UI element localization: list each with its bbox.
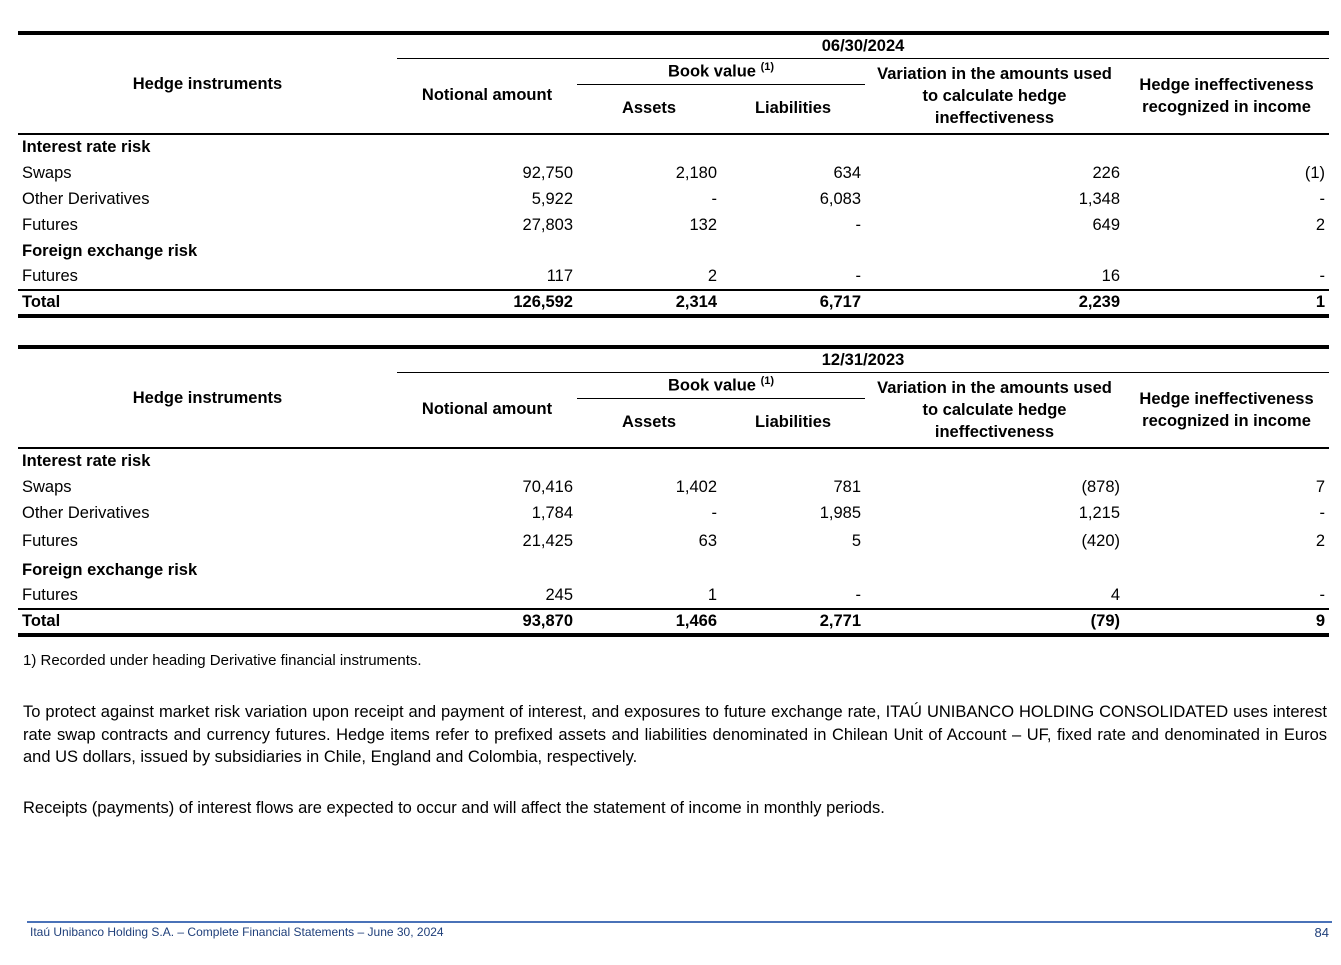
cell-value: 5	[851, 532, 861, 550]
footer-divider	[27, 921, 1332, 923]
cell-value: 1,348	[1078, 189, 1120, 208]
cell-value: 9	[1315, 612, 1326, 630]
cell-value: 1,215	[1078, 503, 1120, 522]
cell-value: 2,239	[1078, 293, 1120, 311]
hedge-table-1	[18, 345, 1329, 637]
cell-value: -	[711, 503, 717, 522]
hedge-table-0	[18, 31, 1329, 318]
table-row	[18, 264, 1329, 290]
section-label: Interest rate risk	[22, 452, 151, 470]
cell-value: -	[855, 586, 861, 604]
section-row	[18, 448, 1329, 474]
cell-value: 1,402	[675, 477, 717, 496]
cell-value: 4	[1110, 586, 1120, 604]
cell-value: 1	[1315, 293, 1326, 311]
cell-value: 2	[1315, 215, 1326, 234]
header-ineffectiveness: Hedge ineffectiveness recognized in income	[1124, 372, 1329, 448]
header-notional: Notional amount	[397, 372, 577, 448]
header-hedge-instruments: Hedge instruments	[18, 347, 397, 448]
page-number: 84	[1314, 925, 1329, 940]
section-row	[18, 557, 1329, 583]
cell-value: 226	[1092, 163, 1120, 182]
cell-value: (1)	[1304, 163, 1326, 182]
header-assets: Assets	[577, 398, 721, 448]
cell-value: -	[855, 215, 861, 234]
cell-value: (878)	[1081, 477, 1120, 496]
section-label: Foreign exchange risk	[22, 241, 198, 260]
header-variation: Variation in the amounts used to calculate hedge ineffectiveness	[865, 372, 1124, 448]
cell-value: 245	[545, 586, 573, 604]
row-label: Swaps	[22, 163, 72, 182]
footer-text: Itaú Unibanco Holding S.A. – Complete Financial Statements – June 30, 2024	[30, 925, 444, 939]
footnote: 1) Recorded under heading Derivative financial instruments.	[23, 652, 422, 669]
cell-value: 781	[833, 477, 861, 496]
cell-value: -	[1319, 189, 1326, 208]
cell-value: 2,771	[819, 612, 861, 630]
cell-value: 93,870	[522, 612, 573, 630]
header-assets: Assets	[577, 84, 721, 134]
cell-value: 1	[707, 586, 717, 604]
row-label: Swaps	[22, 477, 72, 496]
row-label: Other Derivatives	[22, 503, 150, 522]
cell-value: (420)	[1081, 532, 1120, 550]
cell-value: 1,985	[819, 503, 861, 522]
cell-value: 27,803	[522, 215, 573, 234]
header-hedge-instruments: Hedge instruments	[18, 33, 397, 134]
table-row	[18, 212, 1329, 238]
header-book-value: Book value $^{(1)}$	[577, 372, 865, 398]
table-row	[18, 474, 1329, 500]
cell-value: 70,416	[522, 477, 573, 496]
total-row	[18, 609, 1329, 635]
paragraph-hedge-description: To protect against market risk variation upon receipt and payment of interest, and exposures to future exchange rate, ITAÚ UNIBANCO HOLDING CONSOLIDATED uses interest rate swap contracts and currency futures. Hedge items refer to prefixed assets and liabilities denominated in Chilean Unit of Account – UF, fixed rate and denominated in Euros and US dollars, issued by subsidiaries in Chile, England and Colombia, respectively.	[23, 703, 1327, 766]
row-label: Futures	[22, 586, 78, 604]
cell-value: -	[1319, 267, 1326, 285]
total-row	[18, 290, 1329, 316]
cell-value: 92,750	[522, 163, 573, 182]
cell-value: (79)	[1090, 612, 1120, 630]
cell-value: 1,784	[531, 503, 573, 522]
section-label: Interest rate risk	[22, 138, 151, 156]
table-row	[18, 526, 1329, 557]
cell-value: -	[1319, 586, 1326, 604]
cell-value: 634	[833, 163, 861, 182]
cell-value: 63	[698, 532, 717, 550]
header-liabilities: Liabilities	[721, 84, 865, 134]
cell-value: 649	[1092, 215, 1120, 234]
section-row	[18, 238, 1329, 264]
row-label: Futures	[22, 267, 78, 285]
row-label: Other Derivatives	[22, 189, 150, 208]
cell-value: 6,083	[819, 189, 861, 208]
table-row	[18, 583, 1329, 609]
table-row	[18, 160, 1329, 186]
cell-value: 2,314	[675, 293, 717, 311]
cell-value: 2,180	[675, 163, 717, 182]
cell-value: 21,425	[522, 532, 573, 550]
cell-value: 6,717	[819, 293, 861, 311]
section-row	[18, 134, 1329, 160]
header-ineffectiveness: Hedge ineffectiveness recognized in income	[1124, 58, 1329, 134]
cell-value: 126,592	[513, 293, 573, 311]
row-label: Total	[22, 293, 61, 311]
cell-value: 117	[546, 267, 573, 285]
table-row	[18, 186, 1329, 212]
cell-value: 132	[689, 215, 717, 234]
cell-value: 2	[707, 267, 717, 285]
table-row	[18, 500, 1329, 526]
header-notional: Notional amount	[397, 58, 577, 134]
cell-value: 5,922	[531, 189, 573, 208]
row-label: Total	[22, 612, 61, 630]
header-date: 12/31/2023	[397, 347, 1329, 372]
section-label: Foreign exchange risk	[22, 560, 198, 579]
header-date: 06/30/2024	[397, 33, 1329, 58]
header-liabilities: Liabilities	[721, 398, 865, 448]
row-label: Futures	[22, 215, 78, 234]
cell-value: -	[711, 189, 717, 208]
cell-value: 16	[1101, 267, 1120, 285]
cell-value: 7	[1315, 477, 1326, 496]
cell-value: 2	[1315, 532, 1326, 550]
row-label: Futures	[22, 532, 78, 550]
paragraph-interest-flows: Receipts (payments) of interest flows are expected to occur and will affect the statement of income in monthly periods.	[23, 799, 885, 817]
header-variation: Variation in the amounts used to calculate hedge ineffectiveness	[865, 58, 1124, 134]
header-book-value: Book value $^{(1)}$	[577, 58, 865, 84]
cell-value: -	[855, 267, 861, 285]
cell-value: 1,466	[675, 612, 717, 630]
cell-value: -	[1319, 503, 1326, 522]
